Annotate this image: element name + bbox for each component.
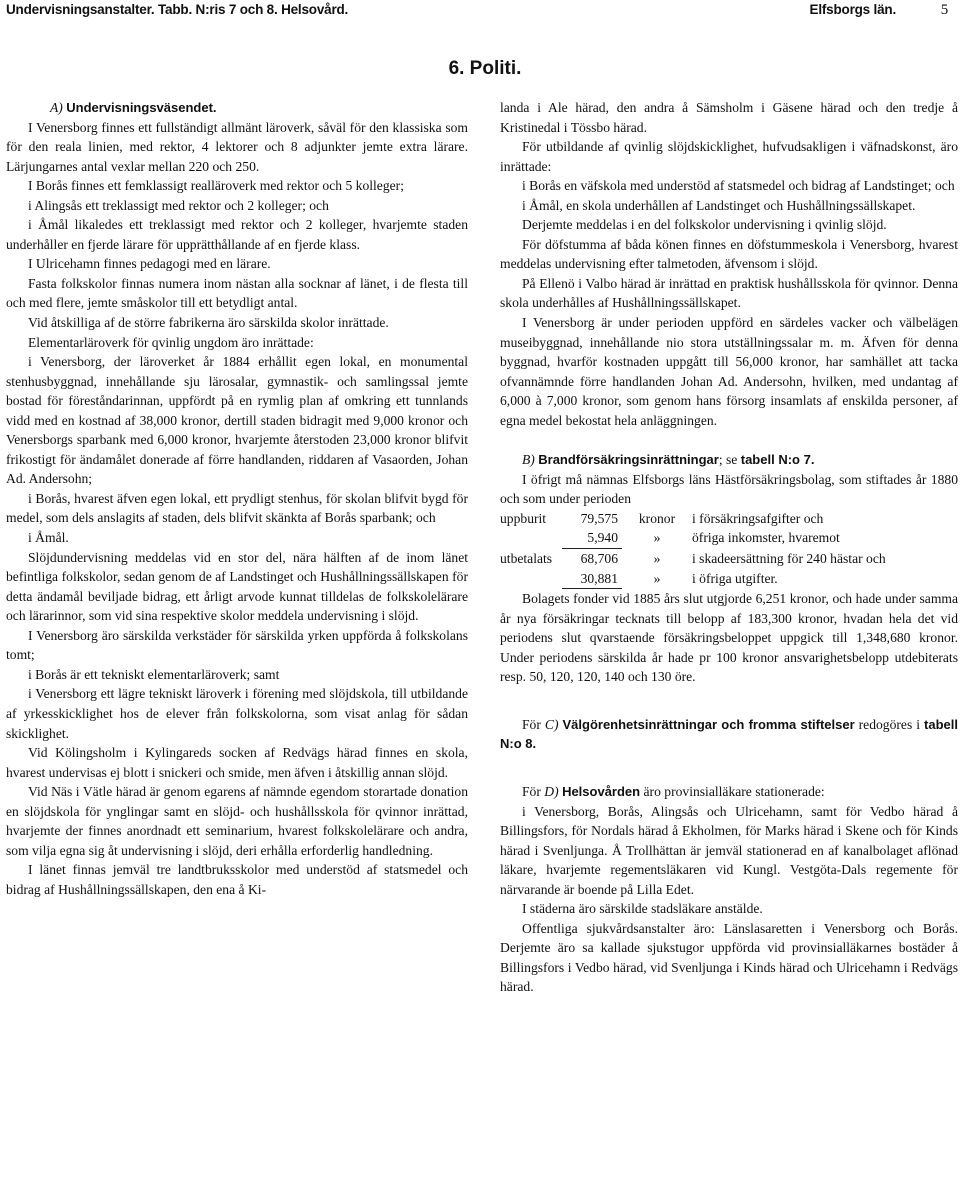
paragraph: I Ulricehamn finnes pedagogi med en lärare. xyxy=(28,256,271,272)
running-head-left: Undervisningsanstalter. Tabb. N:ris 7 och 8. Helsovård. xyxy=(6,2,349,17)
paragraph: Elementarläroverk för qvinlig ungdom äro inrättade: xyxy=(28,334,314,350)
right-column xyxy=(500,98,958,997)
section-b-title: Brandförsäkringsinrättningar xyxy=(538,452,719,468)
section-d-prefix: D) xyxy=(544,783,559,799)
paragraph: För döfstumma af båda könen finnes en döfstummeskola i Venersborg, hvarest meddelas undervisning efter talmetoden, äfvensom i slöjd. xyxy=(500,236,958,272)
section-b-table-ref: tabell N:o 7. xyxy=(740,452,815,468)
page-header xyxy=(6,2,956,22)
financial-table xyxy=(500,509,958,589)
table-cell xyxy=(500,528,562,548)
paragraph: I öfrigt må nämnas Elfsborgs läns Hästförsäkringsbolag, som stiftades år 1880 och som under perioden xyxy=(500,471,958,507)
section-a-prefix: A) xyxy=(50,100,63,115)
table-row xyxy=(500,569,958,589)
section-b-se: ; se xyxy=(718,452,738,468)
paragraph: Offentliga sjukvårdsanstalter äro: Länslasaretten i Venersborg och Borås. Derjemte äro sa kallade sjukstugor uppförda vid provinsialläkarnes bostäder å Billingsfors i Vedbo härad, vid Svenljunga i Kinds härad och Ulricehamn i Redvägs härad. xyxy=(500,920,958,995)
table-cell: » xyxy=(653,550,661,566)
paragraph: i Borås, hvarest äfven egen lokal, ett prydligt stenhus, för skolan blifvit bygd för medel, som dels anslagits af staden, dels blifvit skänkta af Borås sparbank; och xyxy=(6,490,468,526)
paragraph: Slöjdundervisning meddelas vid en stor del, nära hälften af de inom länet befintliga folkskolor, sedan genom de af Landstinget och Hushållningssällskapen för detta ändamål beviljade bidrag, ett årligt arvode kunnat tilldelas de folkskolelärare och lärarinnor, som vid sina respektive skolor meddela undervisning i slöjd. xyxy=(6,549,468,624)
section-c-heading xyxy=(500,715,958,754)
paragraph: i Borås är ett tekniskt elementarläroverk; samt xyxy=(28,666,280,682)
table-cell: kronor xyxy=(638,510,676,526)
table-cell: 79,575 xyxy=(580,510,618,526)
section-b-prefix: B) xyxy=(522,452,535,468)
table-row xyxy=(500,528,958,548)
table-cell: uppburit xyxy=(500,510,547,526)
section-d-heading xyxy=(500,782,958,802)
paragraph: I städerna äro särskilde stadsläkare anstälde. xyxy=(522,901,763,917)
table-row xyxy=(500,549,958,569)
section-d-pre: För xyxy=(522,783,541,799)
table-cell: 30,881 xyxy=(562,569,622,589)
paragraph: i Åmål. xyxy=(28,530,69,546)
section-c-table-ref: tabell N:o 8. xyxy=(500,716,958,752)
table-cell: i öfriga utgifter. xyxy=(692,570,778,586)
section-title: 6. Politi. xyxy=(448,58,522,79)
table-row xyxy=(500,509,958,529)
paragraph: För utbildande af qvinlig slöjdskicklighet, hufvudsakligen i väfnadskonst, äro inrättade: xyxy=(500,139,958,174)
section-a-title: Undervisningsväsendet. xyxy=(66,100,217,115)
table-cell: utbetalats xyxy=(500,550,553,566)
paragraph: i Åmål, en skola underhållen af Landstinget och Hushållningssällskapet. xyxy=(522,197,916,213)
table-cell xyxy=(500,569,562,589)
paragraph: Bolagets fonder vid 1885 års slut utgjorde 6,251 kronor, och hade under samma år nya försäkringar tecknats till belopp af 183,300 kronor, hvadan hela det vid periodens slut qvarstaende försäkringsbeloppet uppgick till 1,348,680 kronor. Under periodens särskilda år hade pr 100 kronor ansvarighetsbelopp utdebiterats resp. 50, 120, 120, 140 och 130 öre. xyxy=(500,591,958,685)
table-cell: öfriga inkomster, hvaremot xyxy=(692,530,840,546)
paragraph: Derjemte meddelas i en del folkskolor undervisning i qvinlig slöjd. xyxy=(522,217,887,233)
section-c-title: Välgörenhetsinrättningar och fromma stiftelser xyxy=(562,716,855,732)
table-cell: 5,940 xyxy=(562,528,622,548)
table-cell: i skadeersättning för 240 hästar och xyxy=(692,550,886,566)
paragraph: Vid åtskilliga af de större fabrikerna äro särskilda skolor inrättade. xyxy=(28,315,389,331)
paragraph-continued: landa i Ale härad, den andra å Sämsholm i Gäsene härad och den tredje å Kristinedal i Tössbo härad. xyxy=(500,100,958,135)
paragraph: I Borås finnes ett femklassigt realläroverk med rektor och 5 kolleger; xyxy=(28,178,404,194)
section-c-post: redogöres i xyxy=(858,716,921,732)
section-b-heading xyxy=(500,450,958,470)
paragraph: i Venersborg ett lägre tekniskt läroverk i förening med slöjdskola, till utbildande af yrkesskicklighet hos de elever från folkskolorna, som visat anlag för sådan skicklighet. xyxy=(6,686,468,741)
table-cell: i försäkringsafgifter och xyxy=(692,510,824,526)
page-number: 5 xyxy=(940,2,948,18)
paragraph: Vid Näs i Vätle härad är genom egarens af nämnde egendom storartade donation en slöjdskola för ynglingar samt en slöjd- och hushållsskola för qvinnor inrättad, hvarjemte der finnes anordnadt ett seminarium, hvarest folkskolelärare och andra, som vilja egna sig åt undervisning i slöjd, deri erhålla erforderlig handledning. xyxy=(6,784,468,858)
paragraph: I Venersborg är under perioden uppförd en särdeles vacker och välbelägen museibyggnad, innehållande nio stora utställningssalar m. m. Äfven för denna byggnad, hvarför kostnaden uppgått till 56,000 kronor, har samhället att tacka ofvannämnde förre handlanden Johan Ad. Andersohn, hvilken, med undantag af 6,000 à 7,000 kronor, som genom hans försorg insamlats af enskilda personer, af egna medel bekostat hela anläggningen. xyxy=(500,315,958,428)
running-head-right: Elfsborgs län. xyxy=(809,2,896,17)
paragraph: i Borås en väfskola med understöd af statsmedel och bidrag af Landstinget; och xyxy=(522,178,955,194)
section-d-title: Helsovården xyxy=(562,783,641,799)
paragraph: i Åmål likaledes ett treklassigt med rektor och 2 kolleger, hvarjemte staden underhåller en fjerde lärare för upprätthållande af en fjerde klass. xyxy=(6,217,468,252)
section-c-prefix: C) xyxy=(544,716,559,732)
left-column xyxy=(6,98,468,899)
paragraph: Vid Kölingsholm i Kylingareds socken af Redvägs härad finnes en skola, hvarest undervisas ej blott i snickeri och smide, men äfven i åtskillig annan slöjd. xyxy=(6,745,468,780)
paragraph: I länet finnas jemväl tre landtbruksskolor med understöd af statsmedel och bidrag af Hushållningssällskapen, den ena å Ki- xyxy=(6,862,468,897)
section-d-post: äro provinsialläkare stationerade: xyxy=(643,783,825,799)
section-c-pre: För xyxy=(522,716,541,732)
paragraph: På Ellenö i Valbo härad är inrättad en praktisk hushållsskola för qvinnor. Denna skola underhålles af Hushållningssällskapet. xyxy=(500,275,958,311)
paragraph: i Alingsås ett treklassigt med rektor och 2 kolleger; och xyxy=(28,197,329,213)
paragraph: Fasta folkskolor finnas numera inom nästan alla socknar af länet, i de flesta till och med flere, jemte småskolor till ett betydligt antal. xyxy=(6,275,468,311)
paragraph: I Venersborg finnes ett fullständigt allmänt läroverk, såväl för den klassiska som för den reala linien, med rektor, 4 lektorer och 8 adjunkter jemte extra lärare. Lärjungarnes antal vexlar mellan 220 och 250. xyxy=(6,119,468,174)
table-cell: 68,706 xyxy=(580,551,618,567)
section-a-heading xyxy=(6,98,468,118)
paragraph: i Venersborg, der läroverket år 1884 erhållit egen lokal, en monumental stenhusbyggnad, innehållande sju lärosalar, gymnastik- och samlingssal jemte bostad för föreståndarinnan, uppfördt på en rymlig plan af omkring ett tunnlands vidd med en kostnad af 38,000 kronor, dertill staden bidragit med 9,000 kronor och Venersborgs sparbank med 6,000 kronor, hvarjemte återstoden 23,000 kronor blifvit frikostigt för ändamålet donerade af förre handlanden, riddaren af Vasaorden, Johan Ad. Andersohn; xyxy=(6,354,468,487)
paragraph: i Venersborg, Borås, Alingsås och Ulricehamn, samt för Vedbo härad å Billingsfors, för Nordals härad å Ekholmen, för Marks härad i Skene och för Kinds härad i Svenljunga. Å Trollhättan är jemväl stationerad en af kanalbolaget aflönad läkare, hvarjemte regementsläkaren vid Kungl. Vestgöta-Dals regemente för närvarande är boende på Lilla Edet. xyxy=(500,803,958,897)
paragraph: I Venersborg äro särskilda verkstäder för särskilda yrken uppförda å folkskolans tomt; xyxy=(6,627,468,663)
table-cell: » xyxy=(653,570,661,586)
table-cell: » xyxy=(653,530,661,546)
